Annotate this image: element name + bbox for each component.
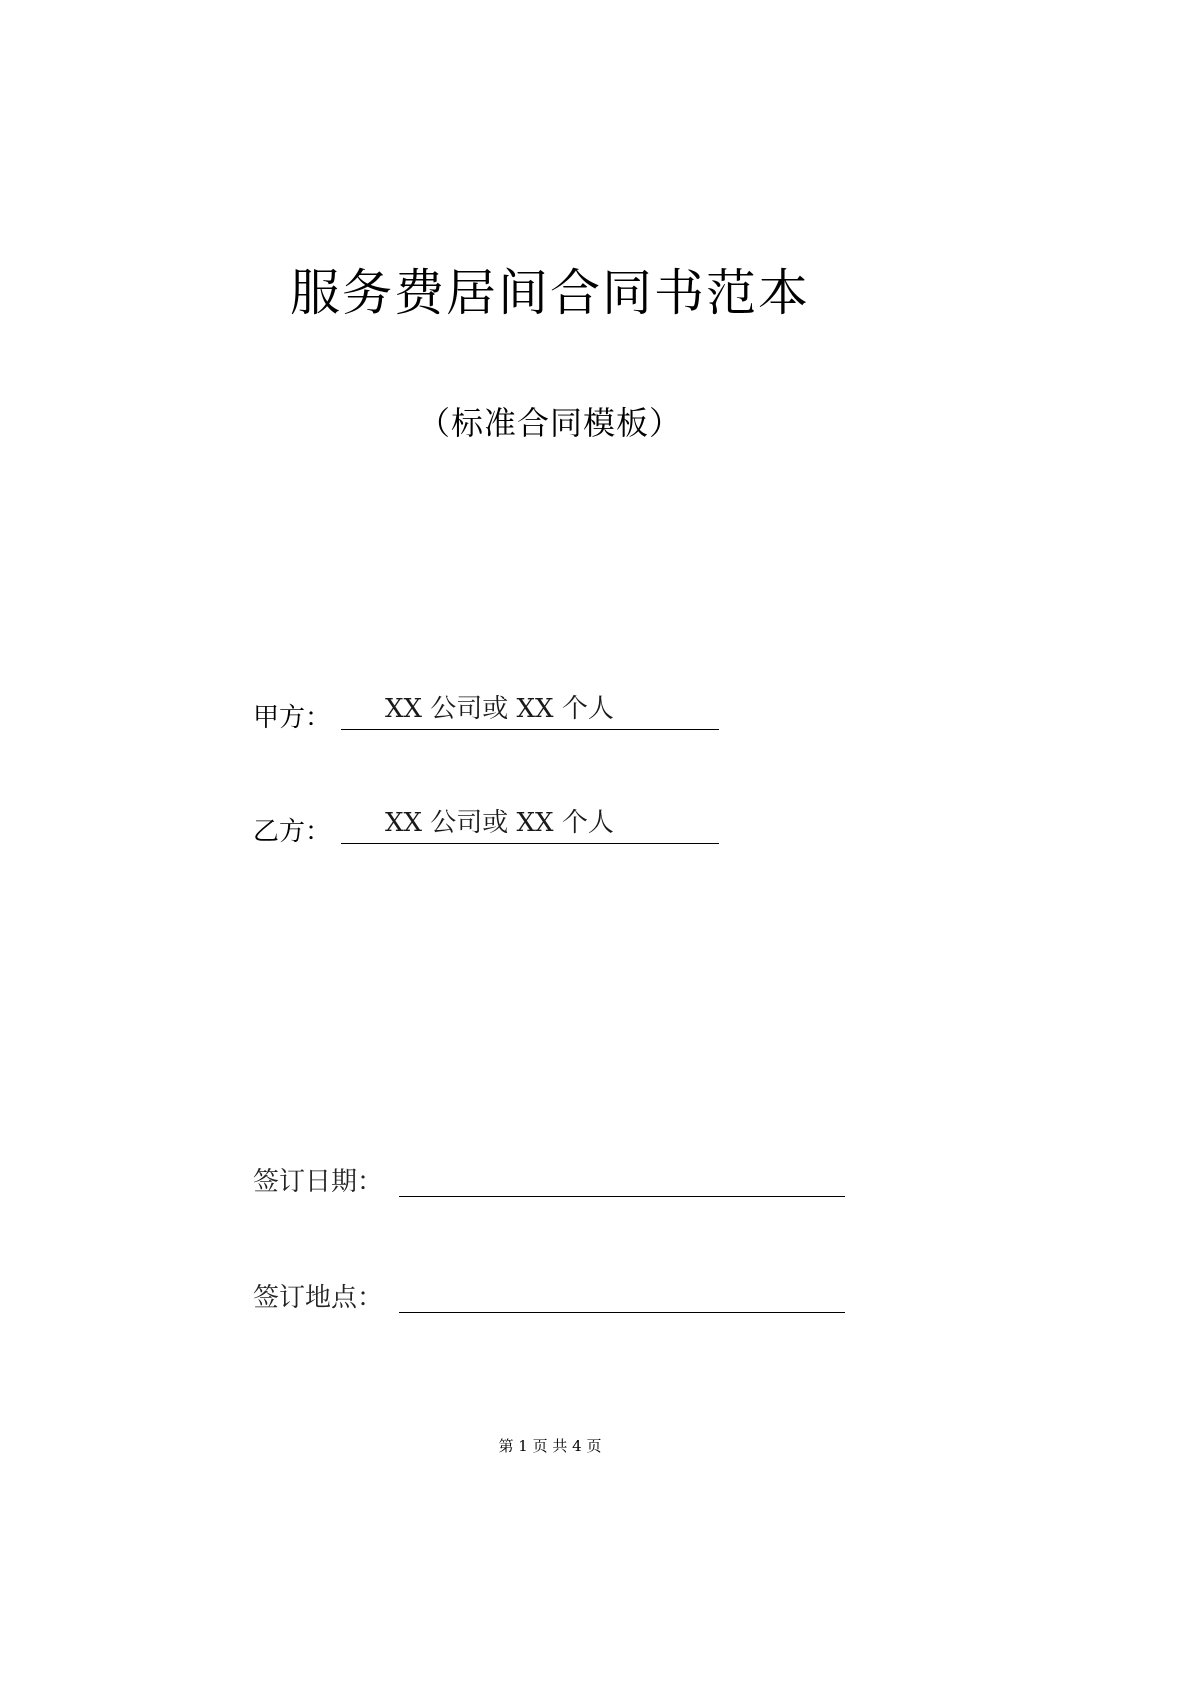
signing-place-field [399, 1272, 845, 1313]
party-a-field [341, 689, 719, 730]
party-b-label: 乙方： [253, 817, 332, 847]
signing-place-label: 签订地点： [253, 1283, 384, 1313]
signing-date-label: 签订日期： [253, 1167, 384, 1197]
party-b-value: XX 公司或 XX 个人 [385, 808, 614, 838]
party-b-field [341, 803, 719, 844]
document-subtitle: （标准合同模板） [417, 404, 682, 442]
document-title: 服务费居间合同书范本 [290, 264, 810, 322]
party-b-row [253, 808, 719, 852]
page-number-footer: 第 1 页 共 4 页 [498, 1437, 602, 1455]
party-a-value: XX 公司或 XX 个人 [385, 694, 614, 724]
party-a-row [253, 694, 719, 738]
signing-date-row [253, 1158, 845, 1202]
signing-place-row [253, 1274, 845, 1318]
party-a-label: 甲方： [253, 703, 332, 733]
signing-date-field [399, 1156, 845, 1197]
